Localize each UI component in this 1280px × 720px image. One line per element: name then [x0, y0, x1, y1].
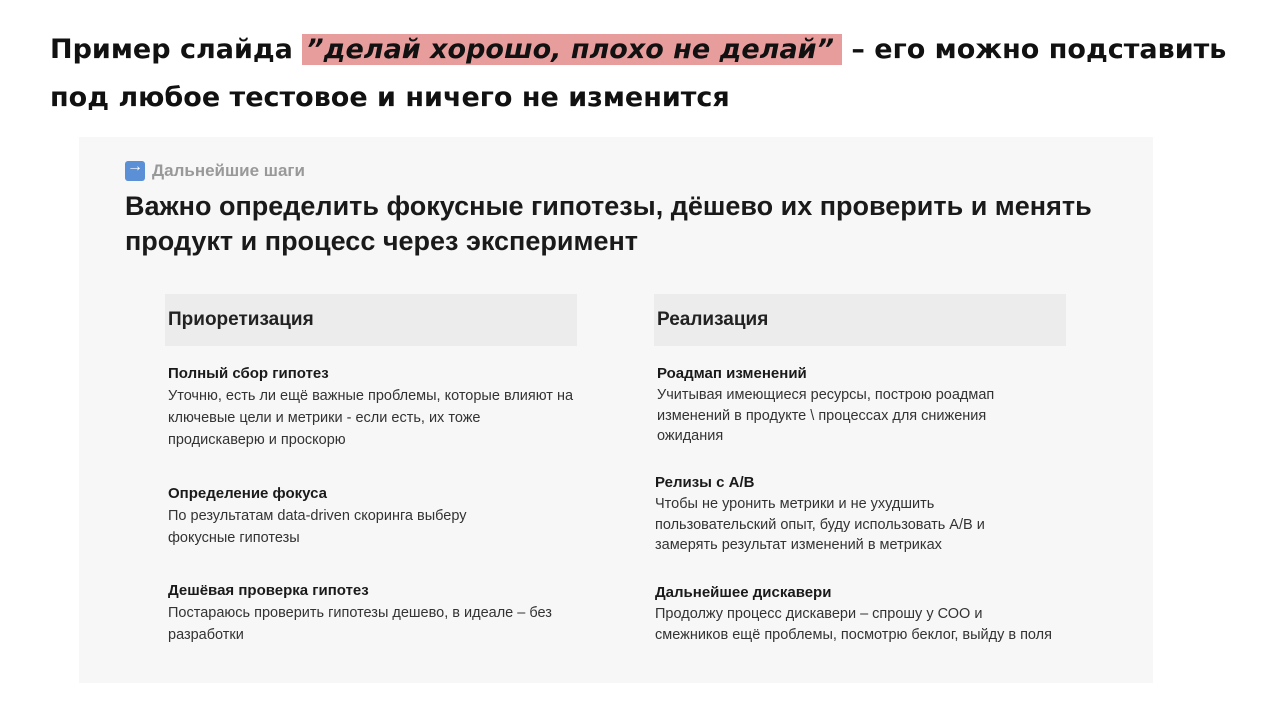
list-item	[168, 483, 578, 549]
heading-text-before: Пример слайда	[50, 34, 303, 65]
column-header: Реализация	[654, 294, 1066, 346]
slide-kicker-label: Дальнейшие шаги	[152, 161, 305, 180]
item-title: Полный сбор гипотез	[168, 365, 329, 382]
item-title: Роадмап изменений	[657, 365, 807, 382]
item-title: Дешёвая проверка гипотез	[168, 582, 369, 599]
item-text: Уточню, есть ли ещё важные проблемы, которые влияют на ключевые цели и метрики - если есть, их тоже продискаверю и проскорю	[168, 388, 574, 448]
item-text: Чтобы не уронить метрики и не ухудшить пользовательский опыт, буду использовать A/B и замерять результат изменений в метриках	[655, 496, 985, 553]
column-header: Приоретизация	[165, 294, 577, 346]
item-title: Релизы с A/B	[655, 474, 755, 491]
slide-kicker	[125, 161, 305, 181]
list-item	[655, 582, 1065, 645]
column-implementation	[654, 294, 1066, 643]
item-title: Дальнейшее дискавери	[655, 584, 832, 601]
item-text: Учитывая имеющиеся ресурсы, построю роадмап изменений в продукте \ процессах для снижения ожидания	[657, 387, 995, 444]
item-title: Определение фокуса	[168, 485, 327, 502]
item-text: Продолжу процесс дискавери – спрошу у СОО и смежников ещё проблемы, посмотрю беклог, выйду в поля	[655, 606, 1052, 643]
list-item	[168, 580, 578, 646]
heading-highlight: ”делай хорошо, плохо не делай”	[302, 34, 842, 65]
item-text: По результатам data-driven скоринга выберу фокусные гипотезы	[168, 508, 467, 546]
column-prioritization	[165, 294, 577, 643]
slide-title: Важно определить фокусные гипотезы, дёшево их проверить и менять продукт и процесс через эксперимент	[125, 191, 1092, 256]
item-text: Постараюсь проверить гипотезы дешево, в идеале – без разработки	[168, 605, 552, 643]
right-arrow-icon	[125, 161, 145, 181]
page-heading	[50, 26, 1230, 122]
slide-screenshot	[79, 137, 1153, 683]
list-item	[168, 363, 578, 451]
list-item	[657, 363, 1067, 447]
list-item	[655, 472, 1065, 556]
heading-text-after: – его можно подставить под любое тестовое и ничего не изменится	[50, 34, 1227, 113]
